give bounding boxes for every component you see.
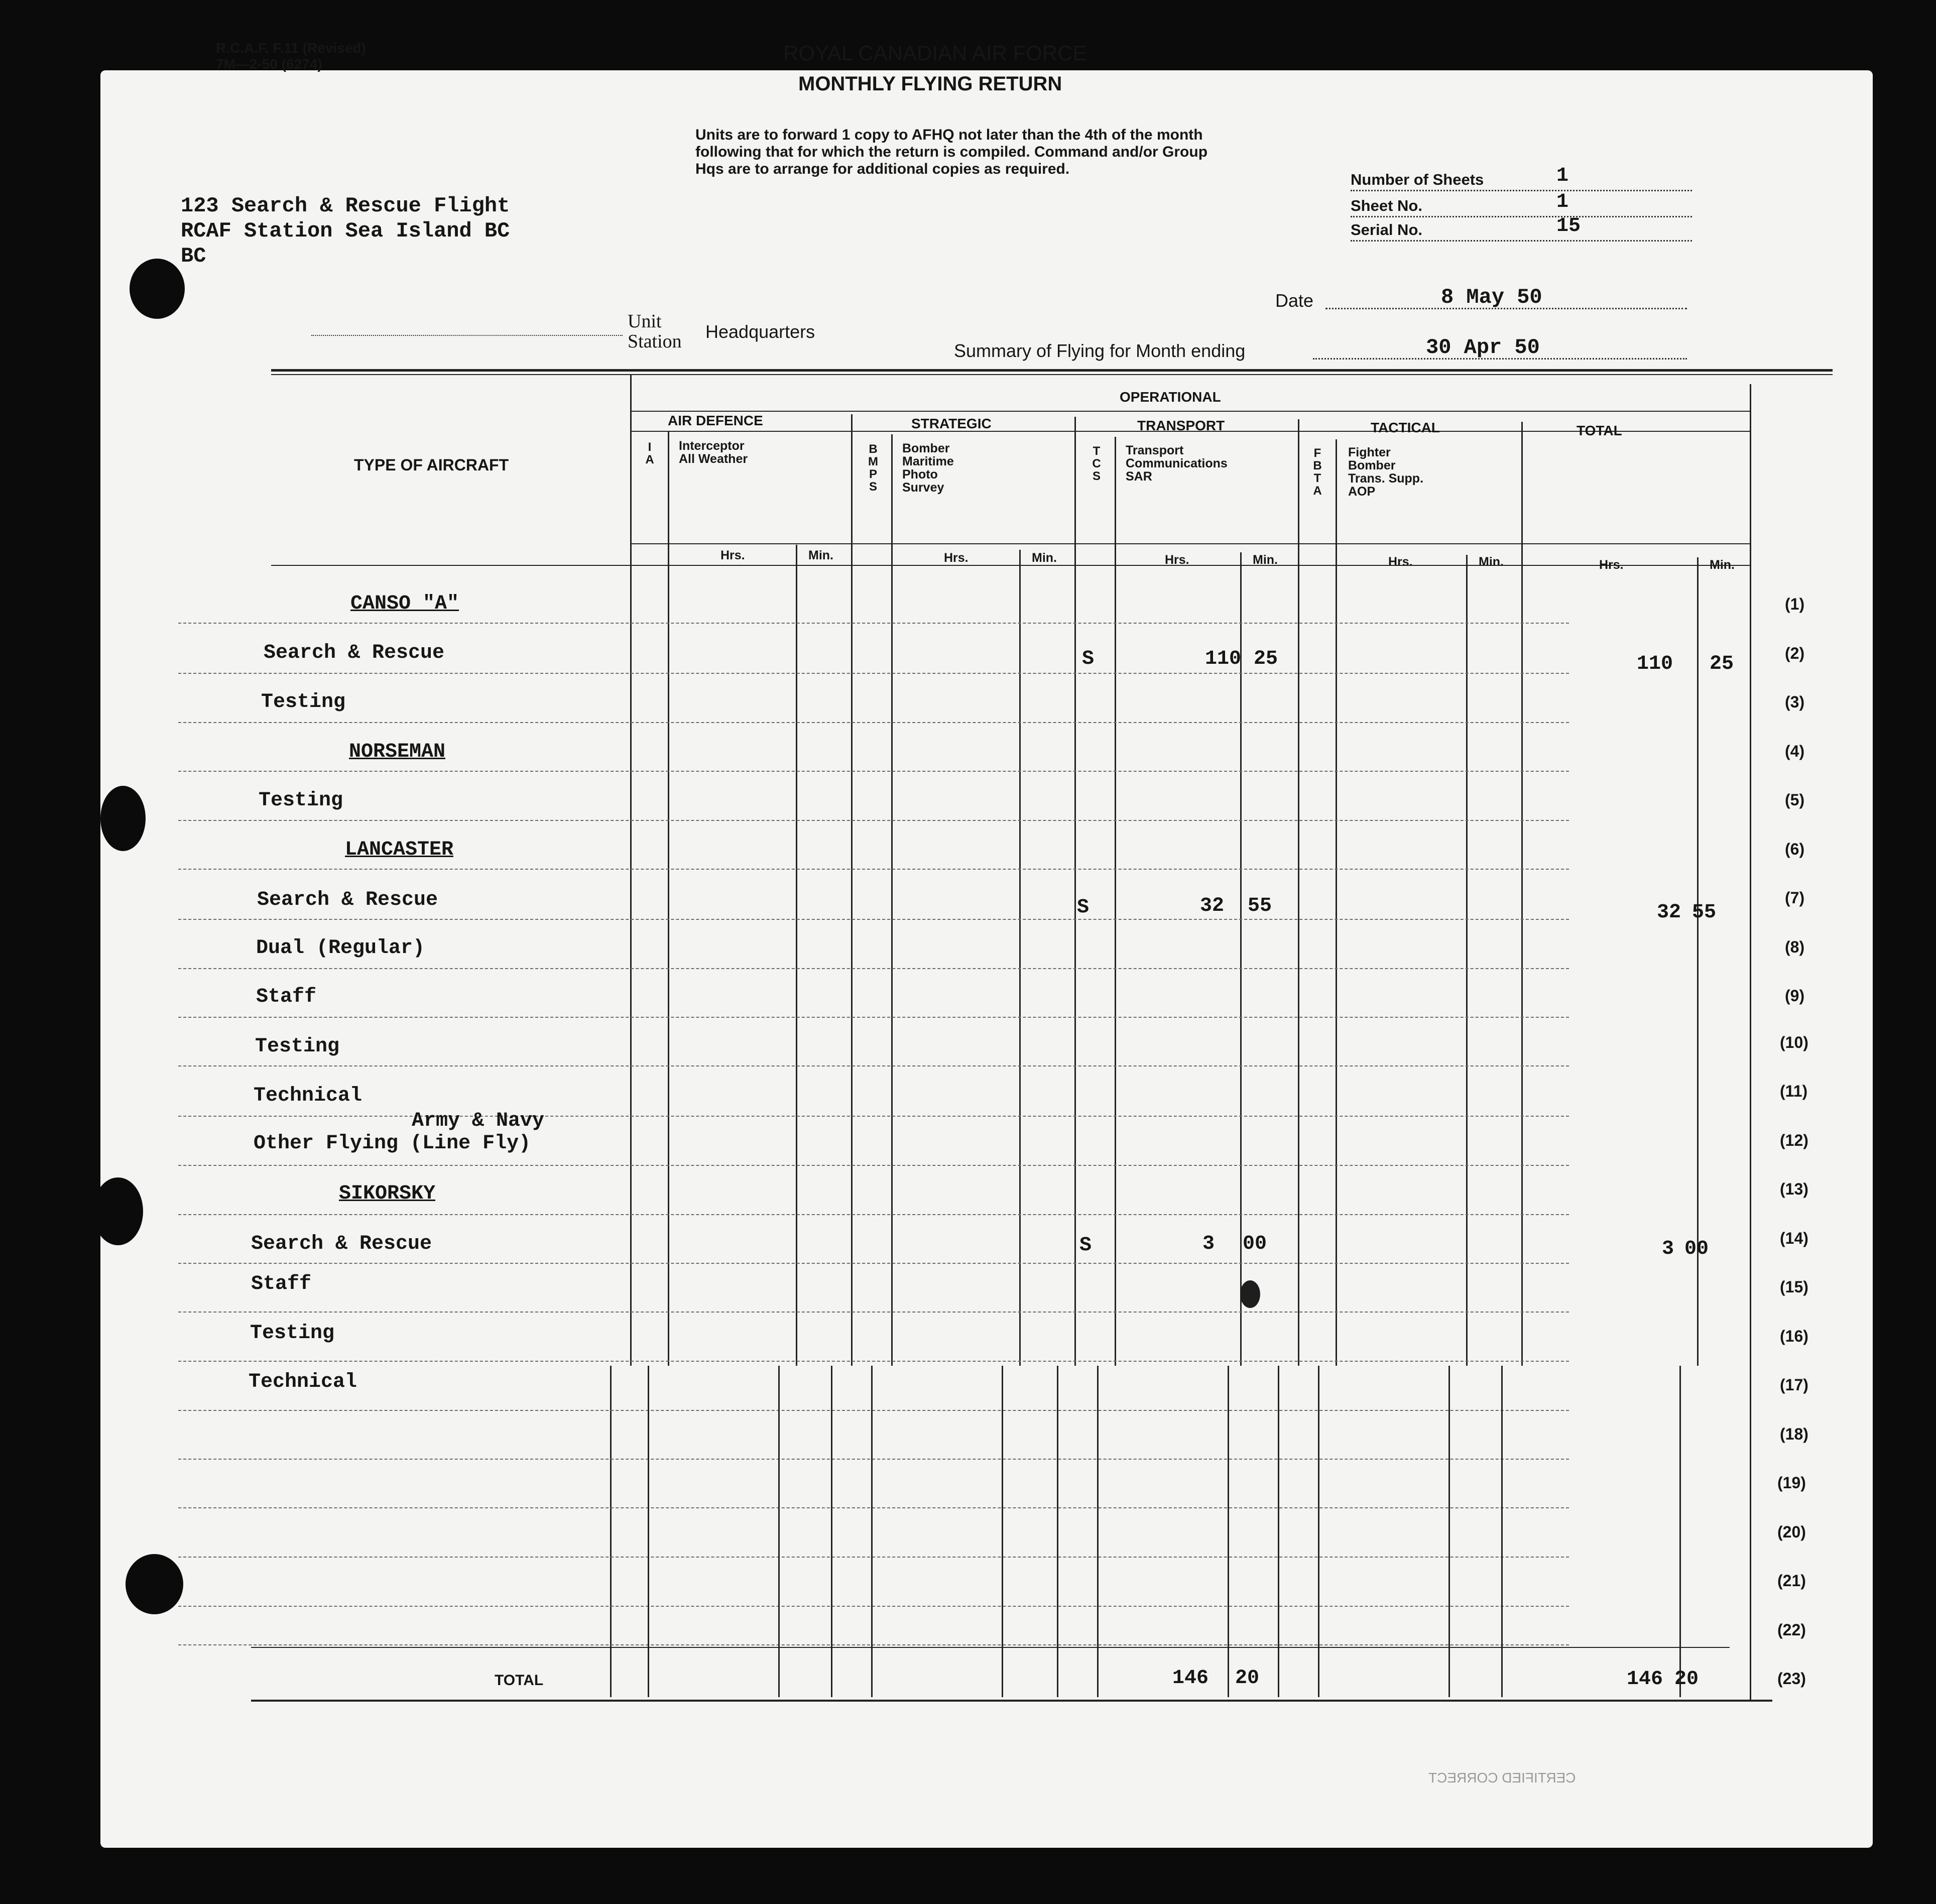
- row-label-11: Technical: [254, 1085, 362, 1107]
- unit-line2: RCAF Station Sea Island BC: [181, 219, 510, 243]
- total-top-rule: [251, 1647, 1730, 1648]
- roles-tr: [1126, 444, 1228, 483]
- row-number-10: (10): [1780, 1033, 1808, 1051]
- hrs-st: Hrs.: [944, 551, 969, 565]
- row-line: [178, 919, 1569, 920]
- row2-total-min: 25: [1710, 653, 1734, 675]
- row-label-10: Testing: [255, 1035, 340, 1058]
- row-number-4: (4): [1785, 742, 1805, 760]
- serial-label: Serial No.: [1351, 221, 1422, 239]
- binder-hole-middle-upper: [100, 786, 146, 851]
- unit-line1: 123 Search & Rescue Flight: [181, 194, 510, 218]
- min-ad: Min.: [808, 548, 833, 562]
- unit-line3: BC: [181, 244, 206, 268]
- row-line: [178, 1165, 1569, 1166]
- row-line: [178, 771, 1569, 772]
- col-code-st: [891, 434, 893, 1366]
- role-transport: Transport: [1126, 443, 1184, 457]
- col-min-st: [1019, 550, 1021, 1366]
- col-code-ad: [668, 432, 669, 1366]
- binder-hole-top: [130, 259, 185, 319]
- row-label-12: Other Flying (Line Fly): [254, 1132, 531, 1155]
- row-label-15: Staff: [251, 1273, 312, 1295]
- table-right-edge: [1750, 384, 1751, 1700]
- role-survey: Survey: [902, 481, 944, 495]
- row-label-16: Testing: [250, 1322, 335, 1345]
- row14-total-hrs: 3: [1662, 1238, 1674, 1260]
- row-number-11: (11): [1780, 1082, 1808, 1100]
- header-bottom-rule: [271, 565, 1750, 566]
- total-total-hrs: 146: [1627, 1668, 1663, 1691]
- row-line: [178, 1017, 1569, 1018]
- certified-stamp: CERTIFIED CORRECT: [1428, 1770, 1576, 1786]
- roles-st: [902, 442, 954, 494]
- sheet-no-value: 1: [1556, 191, 1569, 213]
- row-number-16: (16): [1780, 1327, 1808, 1345]
- sheet-no-label: Sheet No.: [1351, 197, 1422, 214]
- row-number-19: (19): [1777, 1474, 1806, 1492]
- role-communications: Communications: [1126, 456, 1228, 470]
- min-tr: Min.: [1253, 553, 1278, 567]
- row-line: [178, 820, 1569, 821]
- col-min-ta: [1466, 555, 1468, 1366]
- hrs-ta: Hrs.: [1388, 555, 1413, 569]
- row-number-18: (18): [1780, 1425, 1808, 1443]
- unit-label: Unit: [628, 311, 662, 332]
- col-code-tr: [1115, 437, 1116, 1366]
- roles-ta: [1348, 446, 1423, 498]
- role-bomber: Bomber: [902, 441, 950, 455]
- aircraft-norseman: NORSEMAN: [349, 741, 446, 763]
- min-st: Min.: [1032, 551, 1057, 565]
- unit-dotted-line: [311, 335, 623, 336]
- role-all-weather: All Weather: [679, 452, 748, 466]
- role-interceptor: Interceptor: [679, 439, 745, 453]
- role-fighter: Fighter: [1348, 445, 1391, 459]
- row-number-6: (6): [1785, 840, 1805, 858]
- row-label-2: Search & Rescue: [264, 642, 445, 664]
- operational-header: OPERATIONAL: [1120, 389, 1221, 405]
- row14-transport-min: 00: [1243, 1233, 1267, 1255]
- total-label: TOTAL: [495, 1672, 544, 1689]
- col-code-ta: [1336, 439, 1337, 1366]
- row-line: [178, 1507, 1569, 1508]
- row-line: [178, 1410, 1569, 1411]
- row14-code: S: [1079, 1234, 1092, 1257]
- row-line: [178, 1606, 1569, 1607]
- row-number-2: (2): [1785, 644, 1805, 662]
- form-instructions: Units are to forward 1 copy to AFHQ not later than the 4th of the month following that for which the return is compiled. Command and/or Group Hqs are to arrange for additional copies as required.: [695, 127, 1208, 177]
- row-number-20: (20): [1777, 1523, 1806, 1541]
- col-divider-type: [630, 374, 632, 1366]
- group-transport: TRANSPORT: [1137, 418, 1225, 433]
- serial-value: 15: [1556, 215, 1581, 237]
- col-divider-strategic: [851, 414, 853, 1366]
- group-strategic: STRATEGIC: [911, 416, 992, 431]
- row-number-7: (7): [1785, 889, 1805, 907]
- row14-total-min: 00: [1684, 1238, 1709, 1260]
- row-line: [178, 623, 1569, 624]
- form-id: [216, 40, 366, 72]
- row-label-14: Search & Rescue: [251, 1233, 432, 1255]
- row2-transport-min: 25: [1254, 648, 1278, 670]
- row-line: [178, 1312, 1569, 1313]
- form-title: ROYAL CANADIAN AIR FORCE: [783, 41, 1087, 65]
- row-label-17: Technical: [249, 1371, 357, 1393]
- row-number-1: (1): [1785, 595, 1805, 613]
- row7-transport-min: 55: [1248, 895, 1272, 917]
- form-subtitle: MONTHLY FLYING RETURN: [798, 73, 1062, 95]
- code-tr: T C S: [1092, 444, 1101, 483]
- row-line: [178, 1263, 1569, 1264]
- date-label: Date: [1275, 290, 1314, 311]
- min-ta: Min.: [1479, 555, 1504, 569]
- role-maritime: Maritime: [902, 454, 954, 468]
- col-divider-tactical: [1298, 419, 1299, 1366]
- col-divider-total: [1521, 422, 1523, 1366]
- row-number-22: (22): [1777, 1621, 1806, 1639]
- col-min-tr: [1240, 552, 1242, 1366]
- row-note-12: Army & Navy: [412, 1110, 545, 1132]
- row-number-5: (5): [1785, 791, 1805, 809]
- date-value: 8 May 50: [1441, 285, 1542, 309]
- row7-code: S: [1077, 896, 1090, 919]
- row-label-5: Testing: [259, 789, 343, 812]
- total-transport-min: 20: [1235, 1667, 1260, 1690]
- min-total: Min.: [1710, 558, 1735, 572]
- binder-hole-middle-lower: [93, 1177, 143, 1245]
- hrs-total: Hrs.: [1599, 558, 1624, 572]
- aircraft-lancaster: LANCASTER: [345, 839, 454, 861]
- total-bottom-rule: [251, 1700, 1772, 1702]
- row-number-17: (17): [1780, 1376, 1808, 1394]
- row-number-21: (21): [1777, 1572, 1806, 1590]
- role-trans-supp: Trans. Supp.: [1348, 471, 1424, 486]
- row-line: [178, 968, 1569, 969]
- row-number-9: (9): [1785, 987, 1805, 1005]
- row-line: [178, 673, 1569, 674]
- row-number-14: (14): [1780, 1229, 1808, 1247]
- row2-transport-hrs: 110: [1205, 648, 1242, 670]
- row-line: [178, 1361, 1569, 1362]
- type-of-aircraft-header: TYPE OF AIRCRAFT: [354, 456, 509, 474]
- row-label-7: Search & Rescue: [257, 889, 438, 911]
- row14-transport-hrs: 3: [1202, 1233, 1215, 1255]
- form-id-line1: R.C.A.F. F.11 (Revised): [216, 40, 366, 56]
- row7-total-min: 55: [1692, 901, 1717, 924]
- total-transport-hrs: 146: [1172, 1667, 1209, 1690]
- summary-value: 30 Apr 50: [1426, 335, 1540, 360]
- role-sar: SAR: [1126, 469, 1152, 484]
- row-line: [178, 1214, 1569, 1215]
- row-line: [178, 1557, 1569, 1558]
- col-divider-transport: [1074, 417, 1076, 1366]
- row-label-3: Testing: [261, 691, 346, 713]
- sheets-label: Number of Sheets: [1351, 171, 1484, 188]
- sheets-field: [1351, 165, 1692, 191]
- sheets-value: 1: [1556, 165, 1569, 187]
- row-number-23: (23): [1777, 1670, 1806, 1688]
- row-line: [178, 1459, 1569, 1460]
- row-label-9: Staff: [256, 986, 317, 1008]
- row7-total-hrs: 32: [1657, 901, 1681, 924]
- row-line: [178, 1065, 1569, 1066]
- code-ad: I A: [645, 440, 654, 466]
- code-ta: F B T A: [1313, 446, 1322, 498]
- total-total-min: 20: [1674, 1668, 1699, 1691]
- row7-transport-hrs: 32: [1200, 895, 1225, 917]
- row2-code: S: [1082, 648, 1095, 670]
- station-label: Station: [628, 331, 682, 352]
- role-aop: AOP: [1348, 485, 1376, 499]
- hrs-ad: Hrs.: [720, 548, 745, 562]
- row-label-8: Dual (Regular): [256, 937, 425, 960]
- top-rule: [271, 369, 1833, 372]
- aircraft-canso: CANSO "A": [350, 592, 459, 615]
- group-tactical: TACTICAL: [1371, 420, 1440, 435]
- form-id-line2: 7M—2-50 (6274): [216, 56, 322, 72]
- row-line: [178, 722, 1569, 723]
- role-photo: Photo: [902, 467, 938, 482]
- ink-smudge: [1240, 1280, 1260, 1308]
- row-number-12: (12): [1780, 1131, 1808, 1149]
- row-line: [178, 1116, 1569, 1117]
- group-total: TOTAL: [1577, 423, 1622, 438]
- serial-field: [1351, 215, 1692, 242]
- headquarters-label: Headquarters: [705, 321, 815, 342]
- col-min-ad: [796, 545, 797, 1366]
- code-st: B M P S: [868, 442, 878, 494]
- hrs-min-rule: [630, 543, 1750, 544]
- group-air-defence: AIR DEFENCE: [668, 413, 763, 428]
- hrs-tr: Hrs.: [1165, 553, 1189, 567]
- roles-ad: [679, 439, 748, 465]
- operational-rule: [630, 411, 1750, 412]
- binder-hole-bottom: [126, 1554, 183, 1614]
- sheet-no-field: [1351, 191, 1692, 217]
- row-line: [178, 1644, 1569, 1645]
- row-number-3: (3): [1785, 693, 1805, 711]
- unit-name: [181, 193, 510, 269]
- summary-label: Summary of Flying for Month ending: [954, 340, 1246, 361]
- aircraft-sikorsky: SIKORSKY: [339, 1182, 436, 1205]
- role-bomber-tac: Bomber: [1348, 458, 1396, 472]
- row2-total-hrs: 110: [1637, 653, 1673, 675]
- top-rule-thin: [271, 374, 1833, 375]
- row-number-15: (15): [1780, 1278, 1808, 1296]
- row-line: [178, 869, 1569, 870]
- row-number-13: (13): [1780, 1180, 1808, 1198]
- row-number-8: (8): [1785, 938, 1805, 956]
